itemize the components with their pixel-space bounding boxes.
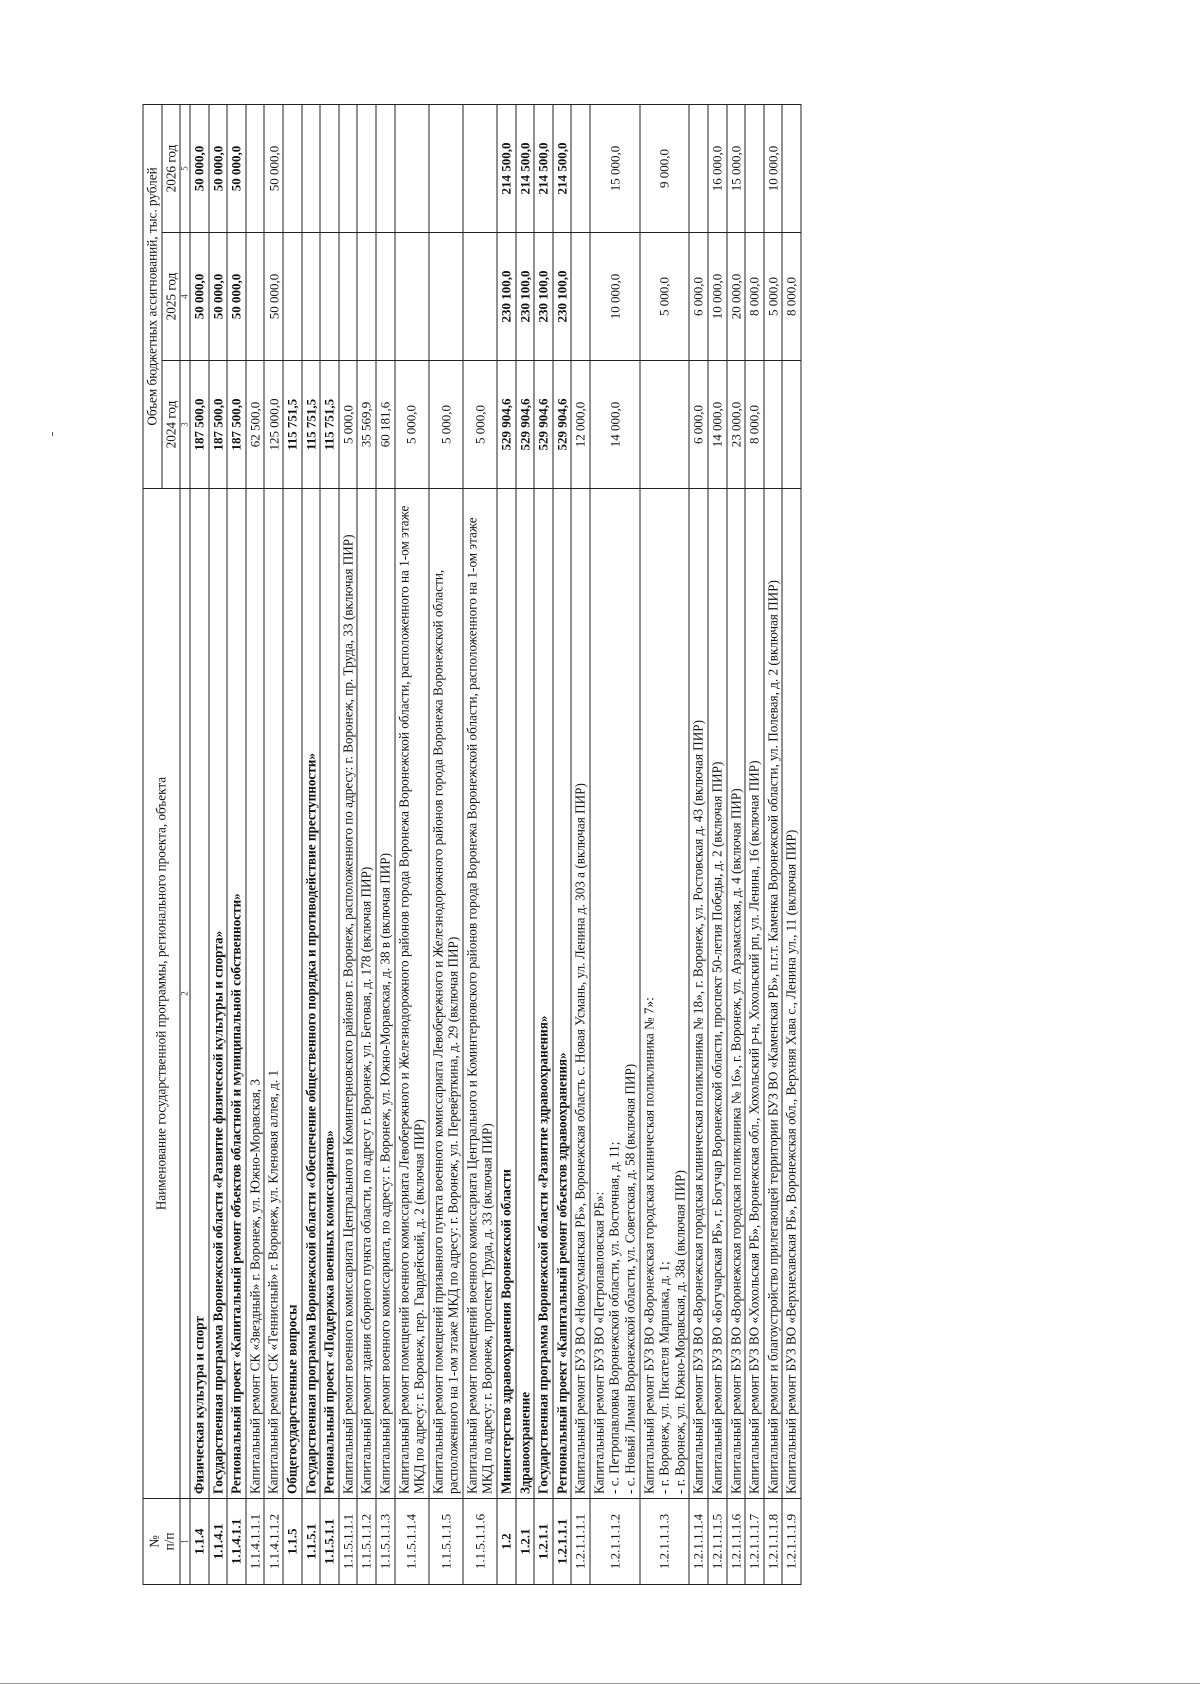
row-value-2024: 115 751,5 xyxy=(283,361,302,489)
row-name xyxy=(745,489,764,1499)
row-name xyxy=(553,489,572,1499)
row-number: 1.1.5.1.1.4 xyxy=(395,1499,429,1585)
row-value-2025 xyxy=(302,233,321,361)
row-value-2026: 15 000,0 xyxy=(590,105,640,233)
row-value-2025: 230 100,0 xyxy=(534,233,553,361)
row-value-2024: 529 904,6 xyxy=(534,361,553,489)
row-number: 1.1.5 xyxy=(283,1499,302,1585)
row-value-2025: 230 100,0 xyxy=(516,233,535,361)
row-name-line: Капитальный ремонт БУЗ ВО «Богучарская РБ», г. Богучар Воронежской области, проспект 50-летия Победы, д. 2 (включая ПИР) xyxy=(709,761,725,1494)
row-value-2024: 60 181,6 xyxy=(376,361,395,489)
row-number: 1.1.5.1.1.3 xyxy=(376,1499,395,1585)
row-name-line: Государственная программа Воронежской области «Развитие здравоохранения» xyxy=(535,1015,551,1494)
scan-mark xyxy=(52,432,53,436)
row-value-2026 xyxy=(689,105,708,233)
row-value-2024: 187 500,0 xyxy=(209,361,228,489)
row-name xyxy=(209,489,228,1499)
row-name-line: Здравоохранение xyxy=(517,1391,533,1494)
table-row xyxy=(497,105,516,1585)
table-row xyxy=(708,105,727,1585)
row-name-line: Капитальный ремонт помещений военного комиссариата Центрального и Коминтерновского районов города Воронежа Воронежской области, расположенного на 1-ом этаже МКД по адресу: г. Воронеж, проспект Труда, д. 33 (включая ПИР) xyxy=(464,517,495,1494)
row-value-2026 xyxy=(782,105,801,233)
row-value-2026 xyxy=(357,105,376,233)
row-value-2026 xyxy=(283,105,302,233)
row-name xyxy=(497,489,516,1499)
row-value-2025: 230 100,0 xyxy=(553,233,572,361)
header-name: Наименование государственной программы, регионального проекта, объекта xyxy=(143,489,180,1499)
row-value-2024: 23 000,0 xyxy=(727,361,746,489)
table-row xyxy=(745,105,764,1585)
row-name-line: Капитальный ремонт БУЗ ВО «Верхнехавская РБ», Воронежская обл., Верхняя Хава с., Ленина ул., 11 (включая ПИР) xyxy=(783,829,799,1494)
row-name-line: Капитальный ремонт помещений призывного пункта военного комиссариата Левобережного и Железнодорожного районов города Воронежа Воронежской области, расположенного на 1-ом этаже МКД по адресу: г. Воронеж, ул. Перевёрткина, д. 29 (включая ПИР) xyxy=(430,569,461,1494)
row-value-2024: 529 904,6 xyxy=(516,361,535,489)
row-name-line: Капитальный ремонт БУЗ ВО «Воронежская городская клиническая поликлиника № 7»: xyxy=(641,997,657,1494)
row-name-line: Государственная программа Воронежской области «Обеспечение общественного порядка и противодействие преступности» xyxy=(303,753,319,1494)
row-name xyxy=(689,489,708,1499)
row-value-2026: 214 500,0 xyxy=(516,105,535,233)
row-value-2025 xyxy=(246,233,265,361)
row-name xyxy=(302,489,321,1499)
table-row xyxy=(395,105,429,1585)
row-name-line: - с. Петропавловка Воронежской области, ул. Восточная, д. 11; xyxy=(606,1141,622,1494)
row-value-2024: 529 904,6 xyxy=(553,361,572,489)
row-value-2024: 5 000,0 xyxy=(463,361,497,489)
row-value-2026: 214 500,0 xyxy=(534,105,553,233)
table-row xyxy=(339,105,358,1585)
column-number-2: 2 xyxy=(180,489,190,1499)
row-value-2026: 9 000,0 xyxy=(640,105,690,233)
table-row xyxy=(534,105,553,1585)
row-value-2025: 8 000,0 xyxy=(745,233,764,361)
row-number: 1.2.1.1.1 xyxy=(553,1499,572,1585)
row-value-2025 xyxy=(429,233,463,361)
row-value-2025 xyxy=(283,233,302,361)
row-value-2025 xyxy=(395,233,429,361)
row-number: 1.1.5.1.1.5 xyxy=(429,1499,463,1585)
row-name-line: Капитальный ремонт военного комиссариата, по адресу: г. Воронеж, ул. Южно-Моравская, д. 38 в (включая ПИР) xyxy=(377,853,393,1494)
row-name xyxy=(782,489,801,1499)
table-row xyxy=(283,105,302,1585)
row-name-line: Региональный проект «Поддержка военных комиссариатов» xyxy=(321,1130,337,1494)
table-row xyxy=(429,105,463,1585)
row-value-2025: 50 000,0 xyxy=(190,233,209,361)
table-row xyxy=(302,105,321,1585)
row-name xyxy=(708,489,727,1499)
row-number: 1.2.1.1.1.7 xyxy=(745,1499,764,1585)
row-name-line: Общегосударственные вопросы xyxy=(284,1304,300,1494)
row-value-2024: 125 000,0 xyxy=(264,361,283,489)
table-row xyxy=(357,105,376,1585)
row-name xyxy=(227,489,246,1499)
budget-table xyxy=(143,104,802,1585)
row-value-2024: 5 000,0 xyxy=(395,361,429,489)
row-name-line: Капитальный ремонт и благоустройство прилегающей территории БУЗ ВО «Каменская РБ», п.г.т. Каменка Воронежской области, ул. Полевая, д. 2 (включая ПИР) xyxy=(765,580,781,1494)
row-value-2024 xyxy=(640,361,690,489)
row-name-line: Капитальный ремонт помещений военного комиссариата Левобережного и Железнодорожного районов города Воронежа Воронежской области, расположенного на 1-ом этаже МКД по адресу: г. Воронеж, пер. Гвардейский, д. 2 (включая ПИР) xyxy=(396,505,427,1494)
row-number: 1.1.5.1.1.2 xyxy=(357,1499,376,1585)
row-value-2024: 14 000,0 xyxy=(590,361,640,489)
row-value-2026 xyxy=(395,105,429,233)
header-number xyxy=(143,1499,180,1585)
table-row xyxy=(640,105,690,1585)
row-value-2024: 187 500,0 xyxy=(190,361,209,489)
row-number: 1.1.4.1.1.1 xyxy=(246,1499,265,1585)
row-number: 1.1.4.1 xyxy=(209,1499,228,1585)
row-value-2024 xyxy=(764,361,783,489)
row-value-2026: 214 500,0 xyxy=(497,105,516,233)
row-name-line: Физическая культура и спорт xyxy=(191,1316,207,1494)
row-number: 1.1.4.1.1 xyxy=(227,1499,246,1585)
row-number: 1.2.1.1.1.1 xyxy=(571,1499,590,1585)
row-value-2026 xyxy=(320,105,339,233)
row-value-2024: 5 000,0 xyxy=(339,361,358,489)
row-number: 1.2.1.1.1.6 xyxy=(727,1499,746,1585)
row-value-2025: 20 000,0 xyxy=(727,233,746,361)
row-value-2024: 8 000,0 xyxy=(745,361,764,489)
row-name xyxy=(395,489,429,1499)
row-value-2025 xyxy=(357,233,376,361)
row-value-2025: 6 000,0 xyxy=(689,233,708,361)
header-volume: Объем бюджетных ассигнований, тыс. рублей xyxy=(143,105,162,489)
row-number: 1.1.4.1.1.2 xyxy=(264,1499,283,1585)
row-value-2026: 16 000,0 xyxy=(708,105,727,233)
header-number-line1: № xyxy=(146,1535,161,1548)
row-value-2026 xyxy=(745,105,764,233)
table-row xyxy=(209,105,228,1585)
row-name xyxy=(590,489,640,1499)
row-value-2025 xyxy=(339,233,358,361)
table-row xyxy=(320,105,339,1585)
row-number: 1.2.1.1.1.2 xyxy=(590,1499,640,1585)
row-value-2025 xyxy=(320,233,339,361)
header-year-2024: 2024 год xyxy=(162,361,181,489)
row-name xyxy=(640,489,690,1499)
row-value-2025: 8 000,0 xyxy=(782,233,801,361)
row-number: 1.2.1.1.1.4 xyxy=(689,1499,708,1585)
row-value-2025 xyxy=(463,233,497,361)
row-number: 1.2 xyxy=(497,1499,516,1585)
row-value-2024: 5 000,0 xyxy=(429,361,463,489)
row-value-2024: 187 500,0 xyxy=(227,361,246,489)
header-number-line2: п/п xyxy=(161,1532,177,1551)
row-value-2026: 50 000,0 xyxy=(209,105,228,233)
table-row xyxy=(516,105,535,1585)
table-row xyxy=(689,105,708,1585)
row-value-2026 xyxy=(246,105,265,233)
row-name xyxy=(534,489,553,1499)
row-value-2026 xyxy=(463,105,497,233)
row-number: 1.1.4 xyxy=(190,1499,209,1585)
row-number: 1.2.1.1 xyxy=(534,1499,553,1585)
rotated-table-container xyxy=(143,105,1058,1585)
row-value-2024: 14 000,0 xyxy=(708,361,727,489)
row-value-2025 xyxy=(571,233,590,361)
row-name xyxy=(727,489,746,1499)
row-name-line: Региональный проект «Капитальный ремонт объектов здравоохранения» xyxy=(554,1052,570,1494)
row-name xyxy=(376,489,395,1499)
row-name xyxy=(283,489,302,1499)
row-value-2026: 15 000,0 xyxy=(727,105,746,233)
row-name-line: - г. Воронеж, ул. Писателя Маршака, д. 1; xyxy=(656,1261,672,1494)
row-value-2024 xyxy=(782,361,801,489)
column-number-5: 5 xyxy=(180,105,190,233)
row-value-2025: 10 000,0 xyxy=(590,233,640,361)
row-number: 1.1.5.1.1 xyxy=(320,1499,339,1585)
row-name-line: Капитальный ремонт здания сборного пункта области, по адресу г. Воронеж, ул. Беговая, д. 178 (включая ПИР) xyxy=(358,866,374,1494)
table-row xyxy=(571,105,590,1585)
row-name-line: Капитальный ремонт БУЗ ВО «Хохольская РБ», Воронежская обл., Хохольский р-н, Хохольский рп, ул. Ленина, 16 (включая ПИР) xyxy=(746,760,762,1494)
column-number-3: 3 xyxy=(180,361,190,489)
row-number: 1.1.5.1.1.1 xyxy=(339,1499,358,1585)
table-row xyxy=(227,105,246,1585)
row-number: 1.2.1 xyxy=(516,1499,535,1585)
row-value-2025: 50 000,0 xyxy=(227,233,246,361)
row-name-line: Государственная программа Воронежской области «Развитие физической культуры и спорта» xyxy=(210,930,226,1494)
row-number: 1.2.1.1.1.3 xyxy=(640,1499,690,1585)
table-row xyxy=(727,105,746,1585)
row-name xyxy=(357,489,376,1499)
row-value-2025 xyxy=(376,233,395,361)
row-name-line: Капитальный ремонт СК «Теннисный» г. Воронеж, ул. Кленовая аллея, д. 1 xyxy=(265,1069,281,1494)
row-name xyxy=(516,489,535,1499)
column-number-1: 1 xyxy=(180,1499,190,1585)
row-value-2026 xyxy=(429,105,463,233)
table-row xyxy=(782,105,801,1585)
row-number: 1.2.1.1.1.8 xyxy=(764,1499,783,1585)
header-year-2025: 2025 год xyxy=(162,233,181,361)
row-value-2024: 12 000,0 xyxy=(571,361,590,489)
row-value-2026: 214 500,0 xyxy=(553,105,572,233)
row-value-2026: 50 000,0 xyxy=(264,105,283,233)
table-row xyxy=(246,105,265,1585)
row-name-line: Капитальный ремонт БУЗ ВО «Новоусманская РБ», Воронежская область с. Новая Усмань, ул. Ленина д. 303 а (включая ПИР) xyxy=(572,783,588,1494)
table-row xyxy=(764,105,783,1585)
row-value-2026: 50 000,0 xyxy=(190,105,209,233)
row-name-line: - с. Новый Лиман Воронежской области, ул. Советская, д. 58 (включая ПИР) xyxy=(622,1063,638,1494)
row-name xyxy=(320,489,339,1499)
header-year-2026: 2026 год xyxy=(162,105,181,233)
row-number: 1.2.1.1.1.5 xyxy=(708,1499,727,1585)
row-value-2026 xyxy=(571,105,590,233)
row-name xyxy=(264,489,283,1499)
row-name-line: - г. Воронеж, ул. Южно-Моравская, д. 38а (включая ПИР) xyxy=(672,1170,688,1494)
row-name xyxy=(463,489,497,1499)
row-name-line: Капитальный ремонт БУЗ ВО «Петропавловская РБ»: xyxy=(591,1191,607,1494)
table-body xyxy=(190,105,801,1585)
row-value-2026: 10 000,0 xyxy=(764,105,783,233)
table-row xyxy=(190,105,209,1585)
row-value-2025: 50 000,0 xyxy=(209,233,228,361)
row-number: 1.1.5.1.1.6 xyxy=(463,1499,497,1585)
row-name-line: Капитальный ремонт БУЗ ВО «Воронежская городская клиническая поликлиника № 18», г. Воронеж, ул. Ростовская д. 43 (включая ПИР) xyxy=(690,720,706,1494)
row-name-line: Капитальный ремонт БУЗ ВО «Воронежская городская поликлиника № 16», г. Воронеж, ул. Арзамасская, д. 4 (включая ПИР) xyxy=(728,788,743,1494)
row-name-line: Капитальный ремонт СК «Звездный» г. Воронеж, ул. Южно-Моравская, 3 xyxy=(247,1079,263,1494)
row-name xyxy=(429,489,463,1499)
table-row xyxy=(590,105,640,1585)
row-name xyxy=(190,489,209,1499)
table-row xyxy=(376,105,395,1585)
row-value-2024: 35 569,9 xyxy=(357,361,376,489)
row-name xyxy=(246,489,265,1499)
row-name xyxy=(571,489,590,1499)
row-value-2024: 6 000,0 xyxy=(689,361,708,489)
row-value-2024: 115 751,5 xyxy=(302,361,321,489)
row-value-2026 xyxy=(302,105,321,233)
row-number: 1.1.5.1 xyxy=(302,1499,321,1585)
row-value-2026 xyxy=(376,105,395,233)
row-value-2025: 5 000,0 xyxy=(640,233,690,361)
column-number-4: 4 xyxy=(180,233,190,361)
row-value-2026 xyxy=(339,105,358,233)
row-name-line: Региональный проект «Капитальный ремонт объектов областной и муниципальной собственности» xyxy=(228,893,244,1494)
page-edge-line xyxy=(0,1683,1200,1684)
row-name xyxy=(339,489,358,1499)
row-name-line: Капитальный ремонт военного комиссариата Центрального и Коминтерновского районов г. Воронеж, расположенного по адресу: г. Воронеж, пр. Труда, 33 (включая ПИР) xyxy=(340,534,356,1494)
row-value-2026: 50 000,0 xyxy=(227,105,246,233)
table-row xyxy=(463,105,497,1585)
row-value-2025: 50 000,0 xyxy=(264,233,283,361)
row-value-2024: 529 904,6 xyxy=(497,361,516,489)
table-row xyxy=(553,105,572,1585)
table-row xyxy=(264,105,283,1585)
row-value-2025: 230 100,0 xyxy=(497,233,516,361)
row-value-2024: 115 751,5 xyxy=(320,361,339,489)
row-name-line: Министерство здравоохранения Воронежской области xyxy=(498,1169,514,1494)
row-value-2025: 10 000,0 xyxy=(708,233,727,361)
row-name xyxy=(764,489,783,1499)
row-value-2025: 5 000,0 xyxy=(764,233,783,361)
row-value-2024: 62 500,0 xyxy=(246,361,265,489)
row-number: 1.2.1.1.1.9 xyxy=(782,1499,801,1585)
